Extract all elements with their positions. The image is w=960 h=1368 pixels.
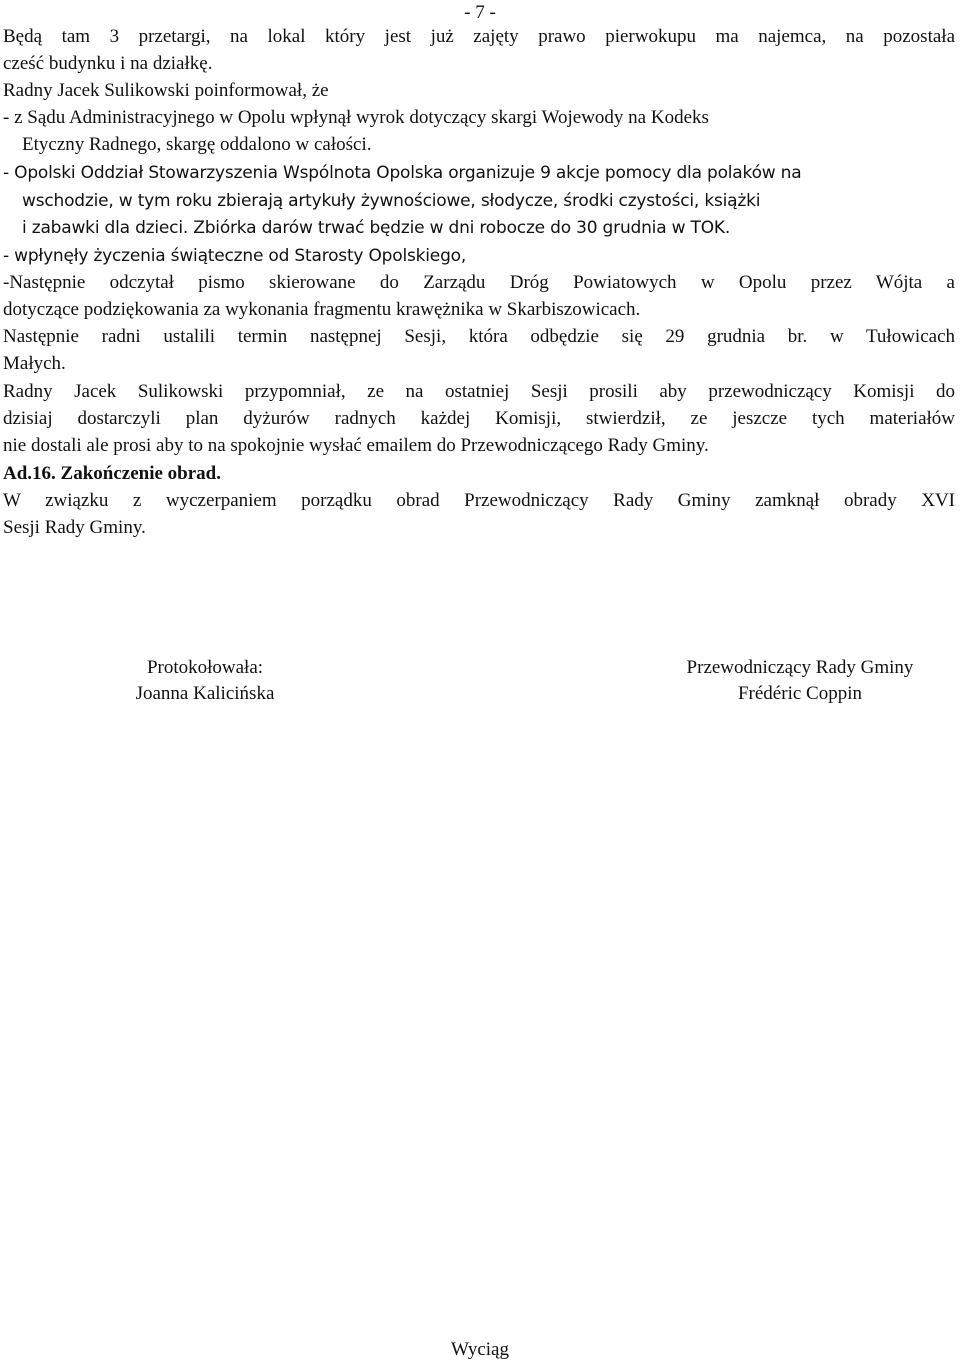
text-line: Radny Jacek Sulikowski poinformował, że	[3, 80, 329, 101]
text-line: nie dostali ale prosi aby to na spokojnie wysłać emailem do Przewodniczącego Rady Gminy.	[3, 435, 709, 456]
text-line: wschodzie, w tym roku zbierają artykuły żywnościowe, słodycze, środki czystości, książki	[22, 191, 761, 211]
text-line: cześć budynku i na działkę.	[3, 53, 213, 74]
text-line: i zabawki dla dzieci. Zbiórka darów trwać będzie w dni robocze do 30 grudnia w TOK.	[22, 218, 731, 238]
page-number: - 7 -	[464, 2, 496, 23]
signature-right-role: Przewodniczący Rady Gminy	[686, 657, 914, 678]
text-line: - z Sądu Administracyjnego w Opolu wpłynął wyrok dotyczący skargi Wojewody na Kodeks	[3, 107, 709, 128]
section-heading: Ad.16. Zakończenie obrad.	[3, 463, 221, 484]
signature-right-name: Frédéric Coppin	[737, 683, 862, 704]
text-line: - Opolski Oddział Stowarzyszenia Wspólnota Opolska organizuje 9 akcje pomocy dla polaków na	[3, 163, 802, 183]
text-line: Małych.	[3, 353, 66, 374]
text-line: Następnie radni ustalili termin następnej Sesji, która odbędzie się 29 grudnia br. w Tułowicach	[3, 326, 955, 347]
text-line: Radny Jacek Sulikowski przypomniał, ze na ostatniej Sesji prosili aby przewodniczący Komisji do	[3, 381, 955, 402]
text-line: Sesji Rady Gminy.	[3, 517, 146, 538]
text-line: dzisiaj dostarczyli plan dyżurów radnych każdej Komisji, stwierdził, ze jeszcze tych materiałów	[3, 408, 955, 429]
text-line: Etyczny Radnego, skargę oddalono w całości.	[22, 134, 372, 155]
text-line: W związku z wyczerpaniem porządku obrad Przewodniczący Rady Gminy zamknął obrady XVI	[3, 490, 955, 511]
text-line: Będą tam 3 przetargi, na lokal który jest już zajęty prawo pierwokupu ma najemca, na pozostała	[3, 26, 955, 47]
text-line: - wpłynęły życzenia świąteczne od Starosty Opolskiego,	[3, 246, 467, 266]
signature-left	[100, 655, 310, 707]
signature-right	[640, 655, 960, 707]
text-line: dotyczące podziękowania za wykonania fragmentu krawężnika w Skarbiszowicach.	[3, 299, 641, 320]
text-line: -Następnie odczytał pismo skierowane do Zarządu Dróg Powiatowych w Opolu przez Wójta a	[3, 272, 955, 293]
signature-left-name: Joanna Kalicińska	[135, 683, 275, 704]
signature-left-role: Protokołowała:	[146, 657, 264, 678]
footer-label: Wyciąg	[451, 1339, 509, 1360]
